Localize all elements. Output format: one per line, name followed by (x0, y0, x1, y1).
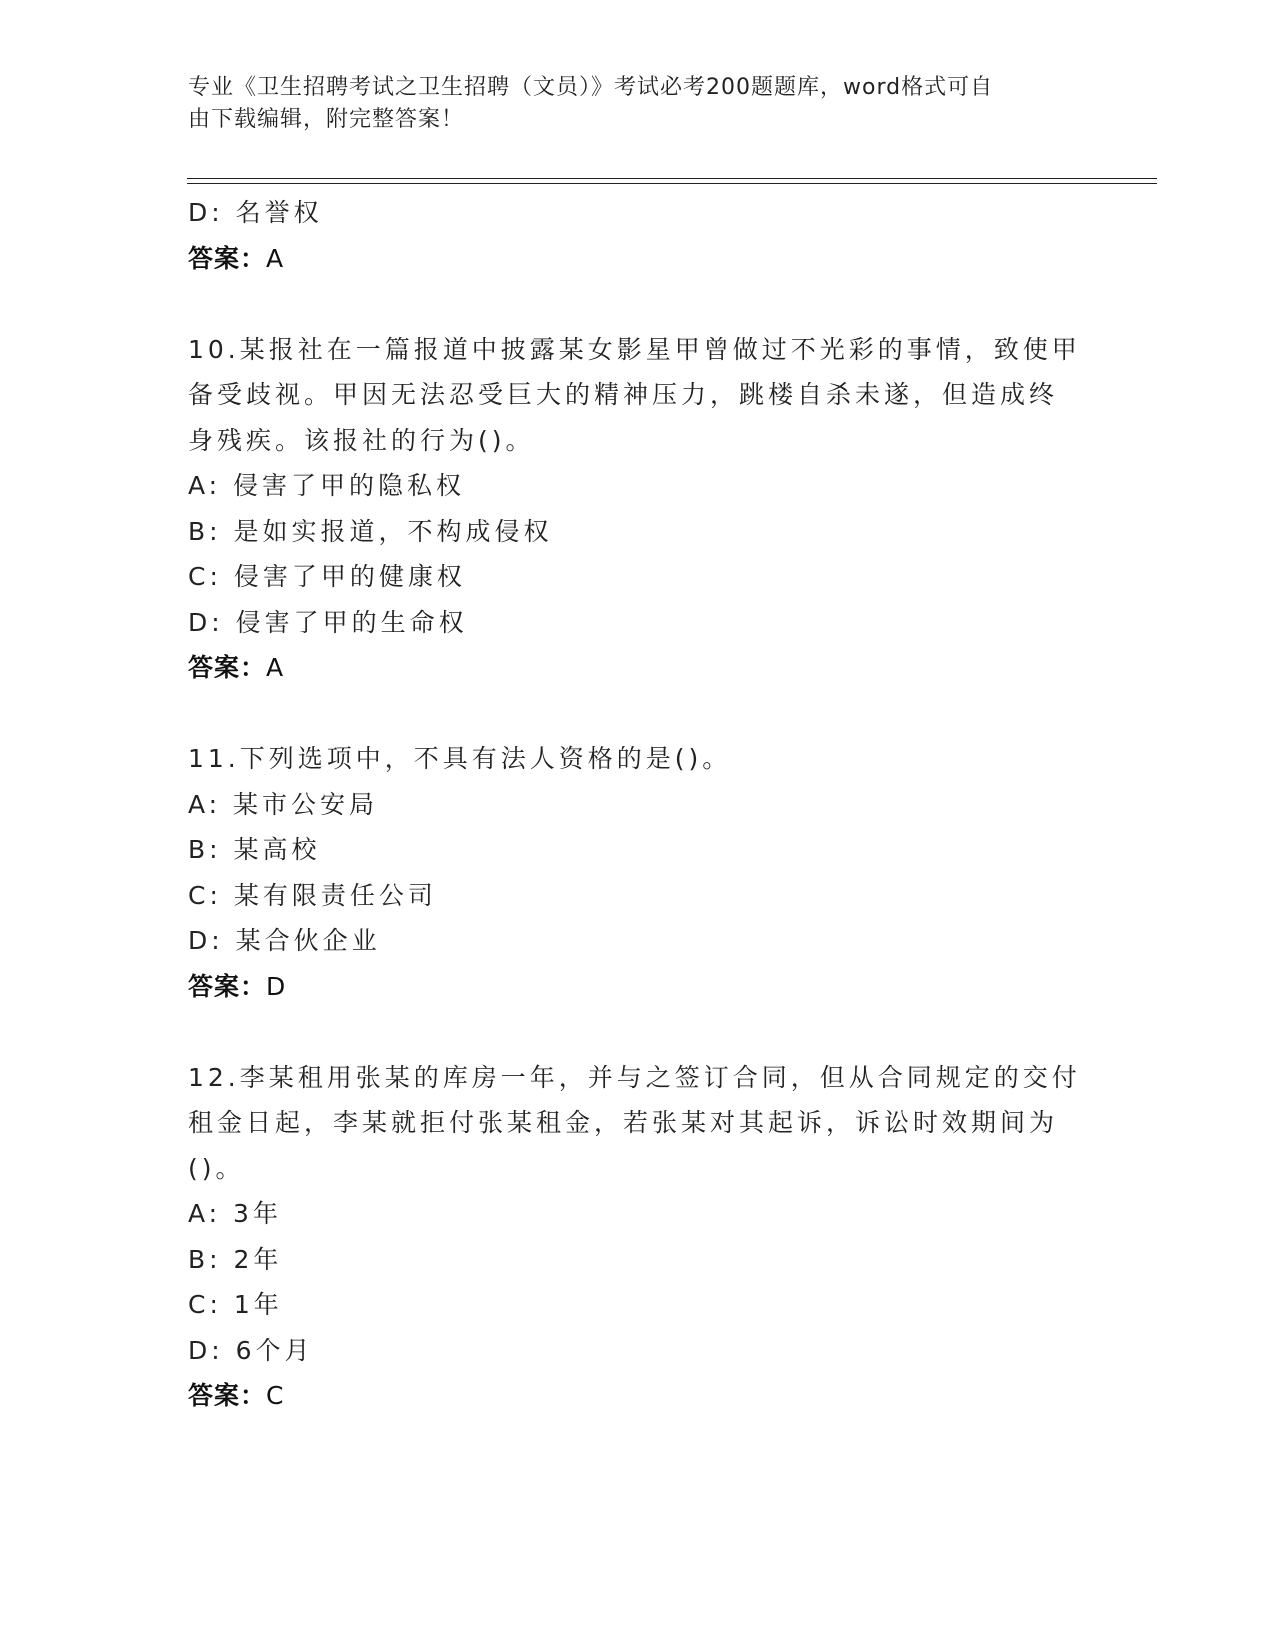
question-11 (188, 736, 1088, 1009)
answer-value: C (266, 1381, 285, 1410)
question-10 (188, 327, 1088, 691)
option-c: C: 1年 (188, 1290, 283, 1319)
option-a: A: 3年 (188, 1199, 282, 1228)
option-d: D: 某合伙企业 (188, 926, 381, 955)
answer-line (188, 645, 1088, 691)
option-d: D: 名誉权 (188, 198, 323, 227)
header-divider-bottom (187, 183, 1157, 184)
option-c: C: 某有限责任公司 (188, 880, 437, 910)
answer-line (188, 964, 1088, 1010)
spacer (188, 691, 1088, 737)
option-b: B: 是如实报道，不构成侵权 (188, 516, 553, 546)
answer-value: A (266, 243, 285, 273)
answer-value: D (266, 971, 287, 1001)
option-a: A: 某市公安局 (188, 789, 379, 819)
question-stem (188, 327, 1088, 464)
option-b: B: 2年 (188, 1244, 283, 1274)
option-d: D: 侵害了甲的生命权 (188, 607, 468, 637)
option-c: C: 侵害了甲的健康权 (188, 562, 466, 591)
stem-line: 租金日起，李某就拒付张某租金，若张某对其起诉，诉讼时效期间为 (188, 1108, 1059, 1137)
spacer (188, 1009, 1088, 1055)
question-12 (188, 1055, 1088, 1419)
question-stem (188, 736, 1088, 782)
stem-line: 备受歧视。甲因无法忍受巨大的精神压力，跳楼自杀未遂，但造成终 (188, 380, 1059, 409)
answer-value: A (266, 653, 285, 682)
previous-question-tail (188, 190, 1088, 281)
question-stem (188, 1055, 1088, 1192)
answer-label: 答案： (188, 653, 267, 682)
stem-line: 身残疾。该报社的行为()。 (188, 425, 535, 455)
spacer (188, 281, 1088, 327)
answer-line (188, 1373, 1088, 1419)
header-divider-top (187, 178, 1157, 179)
header-line-2: 由下载编辑，附完整答案！ (188, 107, 465, 132)
document-header (188, 72, 1068, 136)
option-d: D: 6个月 (188, 1335, 314, 1365)
stem-line: 10.某报社在一篇报道中披露某女影星甲曾做过不光彩的事情，致使甲 (188, 334, 1081, 364)
header-line-1: 专业《卫生招聘考试之卫生招聘（文员）》考试必考200题题库，word格式可自 (188, 75, 994, 100)
answer-label: 答案： (188, 1381, 267, 1410)
stem-line: 12.李某租用张某的库房一年，并与之签订合同，但从合同规定的交付 (188, 1062, 1081, 1092)
option-a: A: 侵害了甲的隐私权 (188, 471, 466, 500)
option-b: B: 某高校 (188, 835, 321, 864)
question-content (188, 190, 1088, 1419)
stem-line: ()。 (188, 1153, 245, 1183)
answer-line (188, 236, 1088, 282)
stem-line: 11.下列选项中，不具有法人资格的是()。 (188, 744, 732, 773)
answer-label: 答案： (188, 971, 267, 1001)
answer-label: 答案： (188, 243, 267, 273)
